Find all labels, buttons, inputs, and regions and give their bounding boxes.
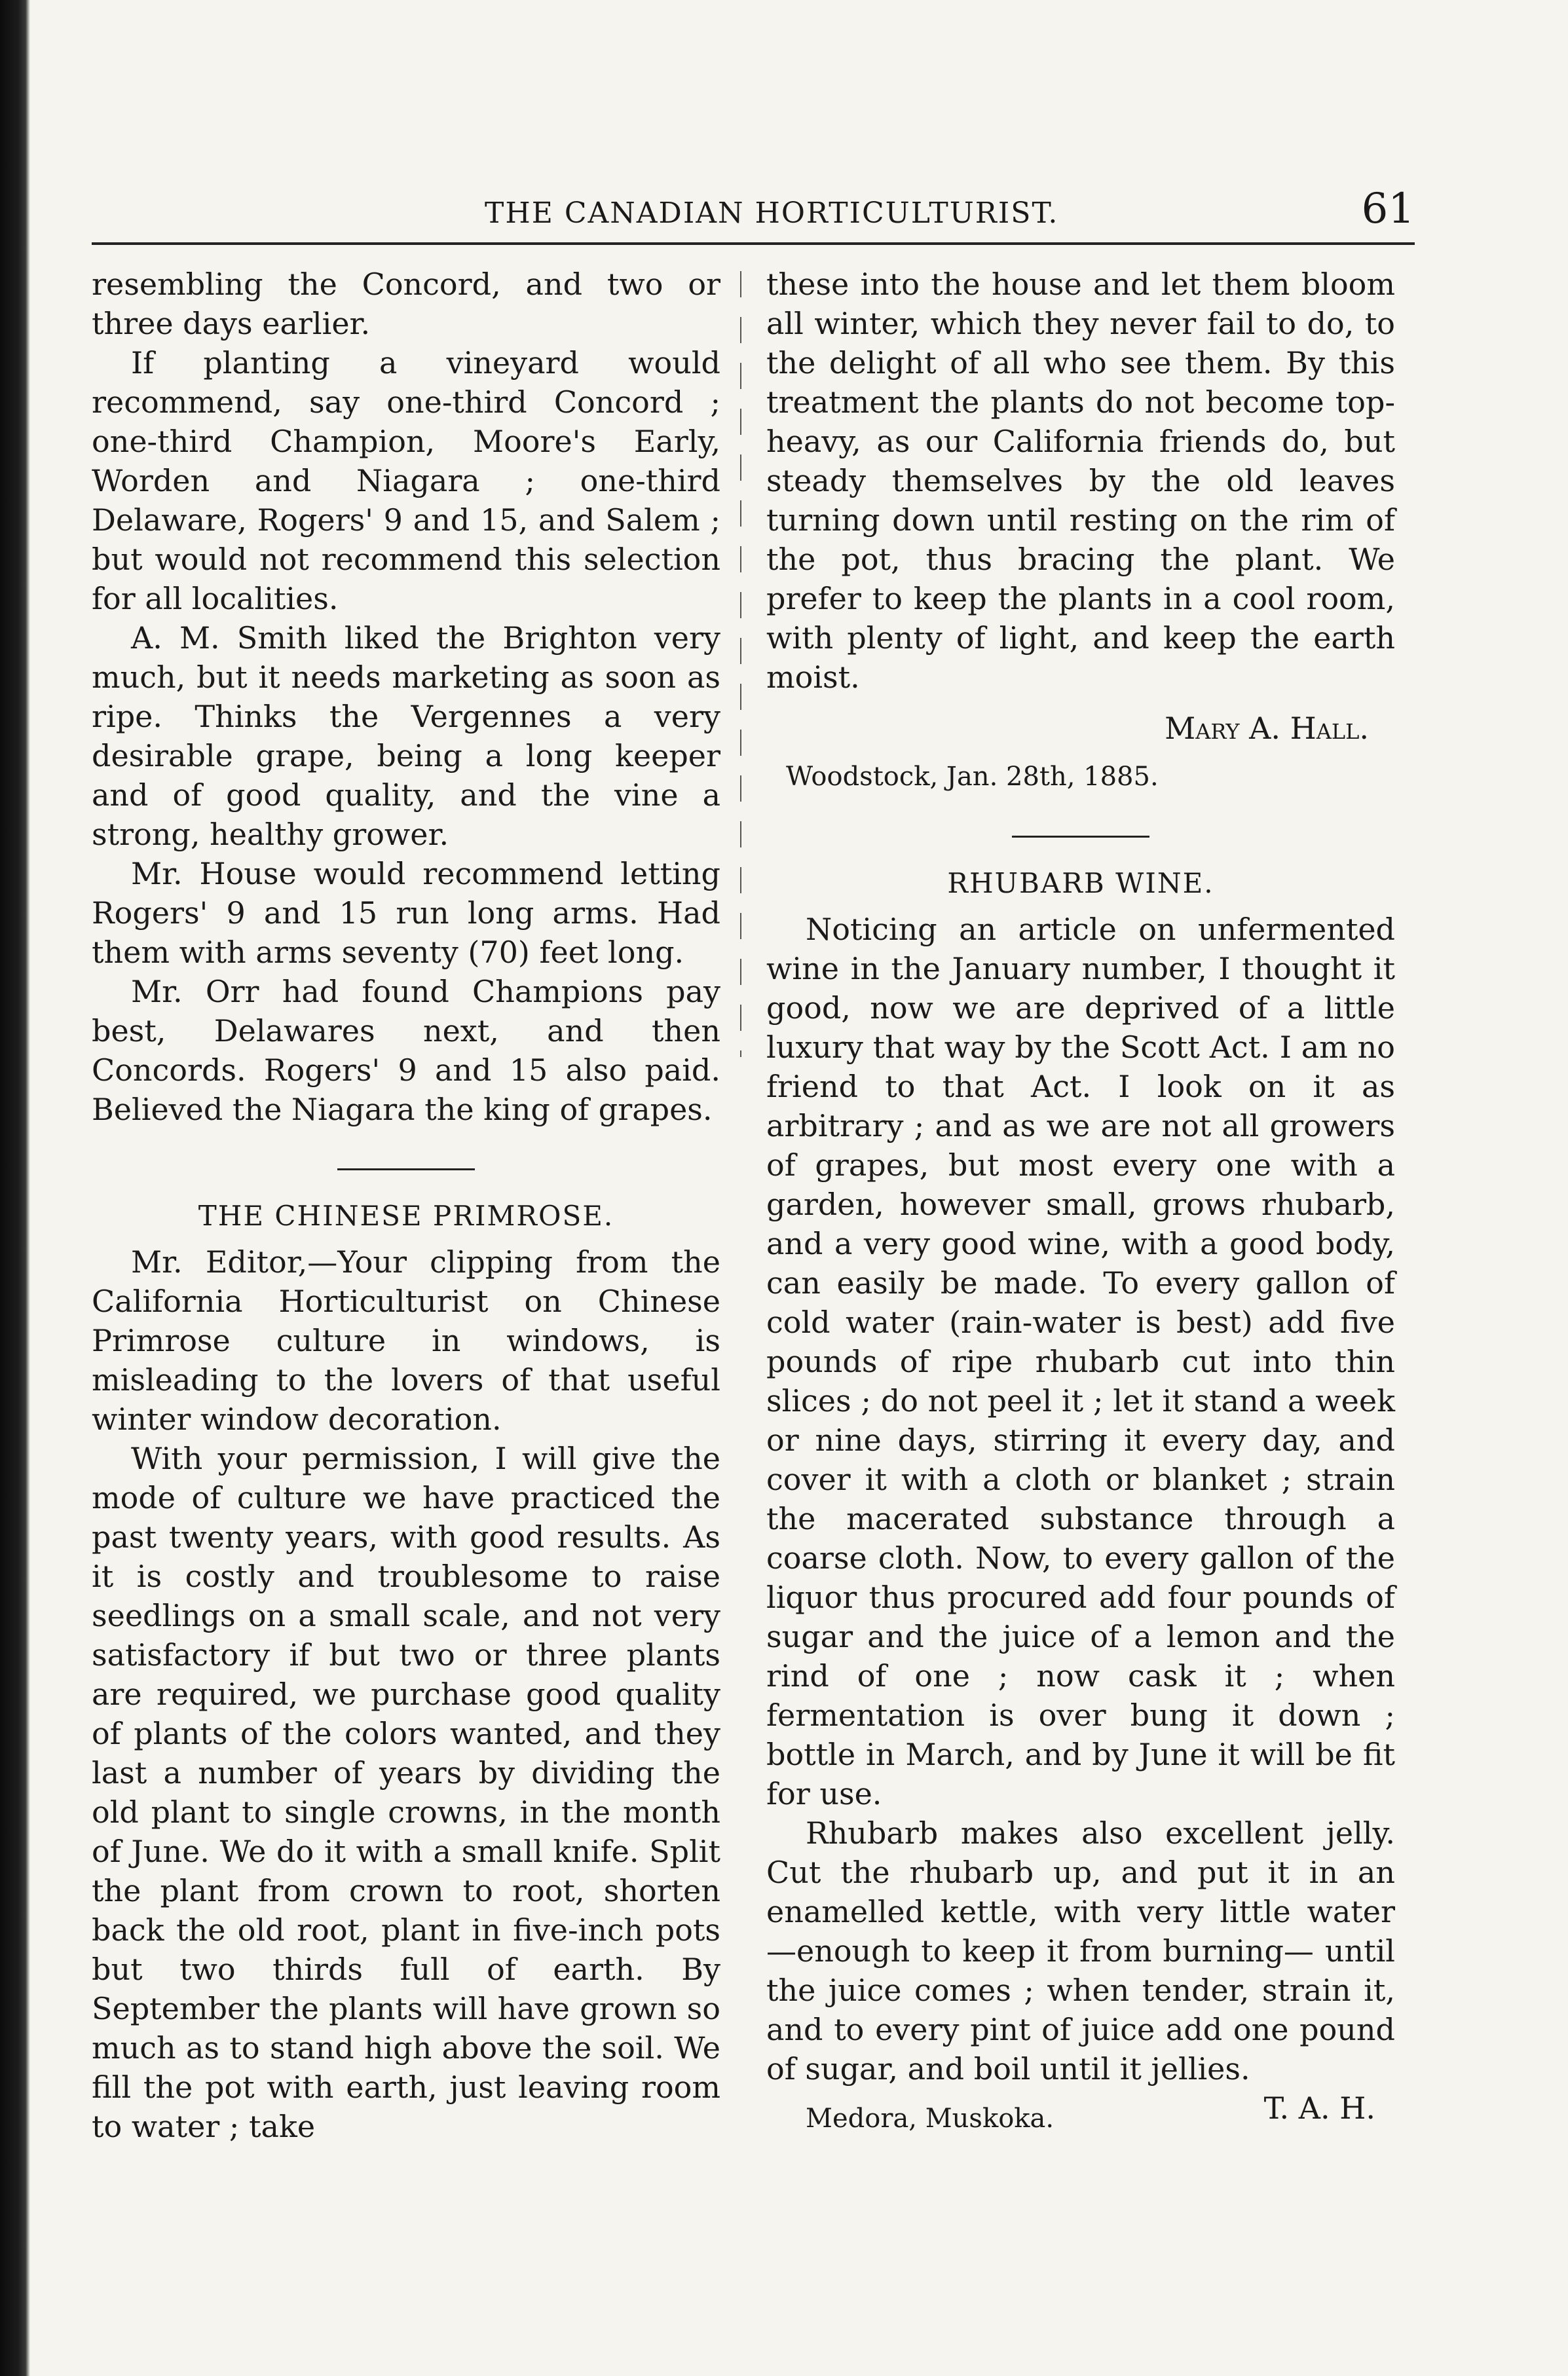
running-title: THE CANADIAN HORTICULTURIST. [485, 196, 1059, 230]
signature-tah: T. A. H. [1263, 2090, 1375, 2126]
place-line: Medora, Muskoka. [806, 2104, 1055, 2134]
paragraph: Mr. Editor,—Your clipping from the California Horticulturist on Chinese Primrose culture in windows, is misleading to the lovers of that useful winter window decoration. [92, 1244, 720, 1437]
page-header [92, 170, 1415, 245]
page-number: 61 [1361, 185, 1415, 233]
paragraph: Noticing an article on unfermented wine in the January number, I thought it good, now we are deprived of a little luxury that way by the Scott Act. I am no friend to that Act. I look on it as arbitrary ; and as we are not all growers of grapes, but most every one with a garden, however small, grows rhubarb, and a very good wine, with a good body, can easily be made. To every gallon of cold water (rain-water is best) add five pounds of ripe rhubarb cut into thin slices ; do not peel it ; let it stand a week or nine days, stirring it every day, and cover it with a cloth or blanket ; strain the macerated substance through a coarse cloth. Now, to every gallon of the liquor thus procured add four pounds of sugar and the juice of a lemon and the rind of one ; now cask it ; when fermentation is over bung it down ; bottle in March, and by June it will be fit for use. [766, 912, 1395, 1811]
paragraph: Mr. House would recommend letting Rogers' 9 and 15 run long arms. Had them with arms seventy (70) feet long. [92, 856, 720, 970]
page [92, 170, 1415, 2144]
dateline: Woodstock, Jan. 28th, 1885. [786, 762, 1159, 792]
column-divider [740, 271, 741, 1057]
paragraph-text: Rhubarb makes also excellent jelly. Cut the rhubarb up, and put it in an enamelled kettle, with very little water —enough to keep it from burning— until the juice comes ; when tender, strain it, and to every pint of juice add one pound of sugar, and boil until it jellies. [766, 1815, 1395, 2087]
paragraph: With your permission, I will give the mode of culture we have practiced the past twenty years, with good results. As it is costly and troublesome to raise seedlings on a small scale, and not very satisfactory if but two or three plants are required, we purchase good quality of plants of the colors wanted, and they last a number of years by dividing the old plant to single crowns, in the month of June. We do it with a small knife. Split the plant from crown to root, shorten back the old root, plant in five-inch pots but two thirds full of earth. By September the plants will have grown so much as to stand high above the soil. We fill the pot with earth, just leaving room to water ; take [92, 1441, 720, 2144]
section-title-rhubarb-wine: RHUBARB WINE. [947, 867, 1214, 899]
section-rule [1012, 836, 1149, 838]
book-spine-edge [0, 0, 30, 2376]
right-column [766, 265, 1395, 2138]
left-column [92, 265, 720, 2146]
paragraph: these into the house and let them bloom all winter, which they never fail to do, to the delight of all who see them. By this treatment the plants do not become top-heavy, as our California friends do, but steady themselves by the old leaves turning down until resting on the rim of the pot, thus bracing the plant. We prefer to keep the plants in a cool room, with plenty of light, and keep the earth moist. [766, 267, 1395, 695]
paragraph: A. M. Smith liked the Brighton very much, but it needs marketing as soon as ripe. Thinks the Vergennes a very desirable grape, being a long keeper and of good quality, and the vine a strong, healthy grower. [92, 620, 720, 852]
section-title-chinese-primrose: THE CHINESE PRIMROSE. [198, 1200, 614, 1232]
signature-mary-hall: Mary A. Hall. [1165, 711, 1369, 746]
section-rule [337, 1168, 475, 1170]
paragraph: resembling the Concord, and two or three days earlier. [92, 267, 720, 341]
paragraph: Mr. Orr had found Champions pay best, Delawares next, and then Concords. Rogers' 9 and 15 also paid. Believed the Niagara the king of grapes. [92, 974, 720, 1127]
paragraph: If planting a vineyard would recommend, say one-third Concord ; one-third Champion, Moore's Early, Worden and Niagara ; one-third Delaware, Rogers' 9 and 15, and Salem ; but would not recommend this selection for all localities. [92, 345, 720, 616]
